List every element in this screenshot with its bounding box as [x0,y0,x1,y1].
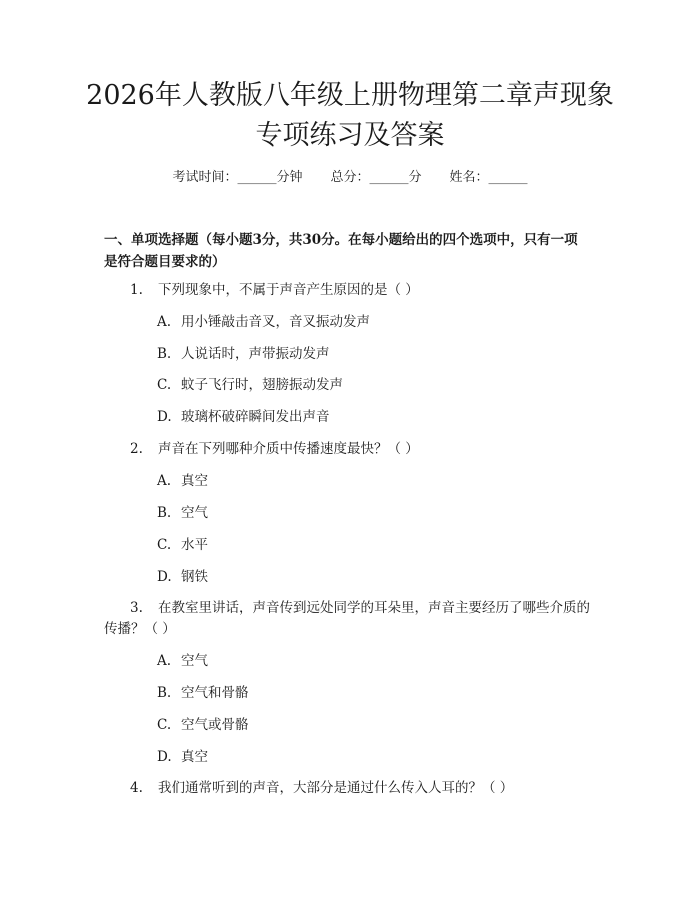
question-number: 4. [130,780,143,796]
question-number: 3. [130,600,143,616]
question-1 [130,280,600,301]
question-text: 声音在下列哪种介质中传播速度最快？（ ） [158,441,419,457]
question-2-option-a [157,471,597,492]
question-3-option-b [157,683,597,704]
option-letter: B. [157,685,172,701]
option-text: 用小锤敲击音叉，音叉振动发声 [181,314,370,330]
option-letter: A. [157,314,172,330]
question-1-option-d [157,407,597,428]
question-1-option-c [157,375,597,396]
question-text-continued: 传播？（ ） [104,621,176,637]
section-heading-single-choice [104,229,604,273]
option-letter: A. [157,653,172,669]
question-3-option-a [157,651,597,672]
option-letter: D. [157,569,172,585]
exam-meta [0,168,700,188]
option-text: 玻璃杯破碎瞬间发出声音 [181,409,330,425]
option-letter: D. [157,749,172,765]
option-letter: B. [157,346,172,362]
section-heading-line-1: 一、单项选择题（每小题3分，共30分。在每小题给出的四个选项中，只有一项 [104,232,578,248]
question-3-option-d [157,747,597,768]
option-text: 水平 [181,537,208,553]
question-2-option-b [157,503,597,524]
option-text: 真空 [181,473,208,489]
section-heading-line-2: 是符合题目要求的） [104,254,226,270]
question-4 [130,778,600,799]
document-title-line-1: 2026年人教版八年级上册物理第二章声现象 [86,80,614,111]
exam-time-field: 考试时间：______分钟 [172,170,303,185]
question-2-option-d [157,567,597,588]
option-text: 空气和骨骼 [181,685,249,701]
option-text: 空气或骨骼 [181,717,249,733]
document-title-line-2: 专项练习及答案 [255,120,445,151]
option-text: 钢铁 [181,569,208,585]
question-2-option-c [157,535,597,556]
option-letter: D. [157,409,172,425]
question-text: 在教室里讲话，声音传到远处同学的耳朵里，声音主要经历了哪些介质的 [158,600,590,616]
option-text: 空气 [181,653,208,669]
question-3 [104,598,600,640]
option-text: 人说话时，声带振动发声 [181,346,330,362]
question-1-option-b [157,344,597,365]
name-field: 姓名：______ [449,170,528,185]
option-text: 蚊子飞行时，翅膀振动发声 [181,377,343,393]
question-3-option-c [157,715,597,736]
question-text: 我们通常听到的声音，大部分是通过什么传入人耳的？（ ） [158,780,514,796]
question-2 [130,439,600,460]
option-letter: A. [157,473,172,489]
option-letter: B. [157,505,172,521]
question-text: 下列现象中，不属于声音产生原因的是（ ） [158,282,419,298]
option-text: 空气 [181,505,208,521]
option-letter: C. [157,377,172,393]
question-number: 1. [130,282,143,298]
option-letter: C. [157,537,172,553]
option-letter: C. [157,717,172,733]
question-number: 2. [130,441,143,457]
option-text: 真空 [181,749,208,765]
total-score-field: 总分：______分 [330,170,422,185]
question-1-option-a [157,312,597,333]
